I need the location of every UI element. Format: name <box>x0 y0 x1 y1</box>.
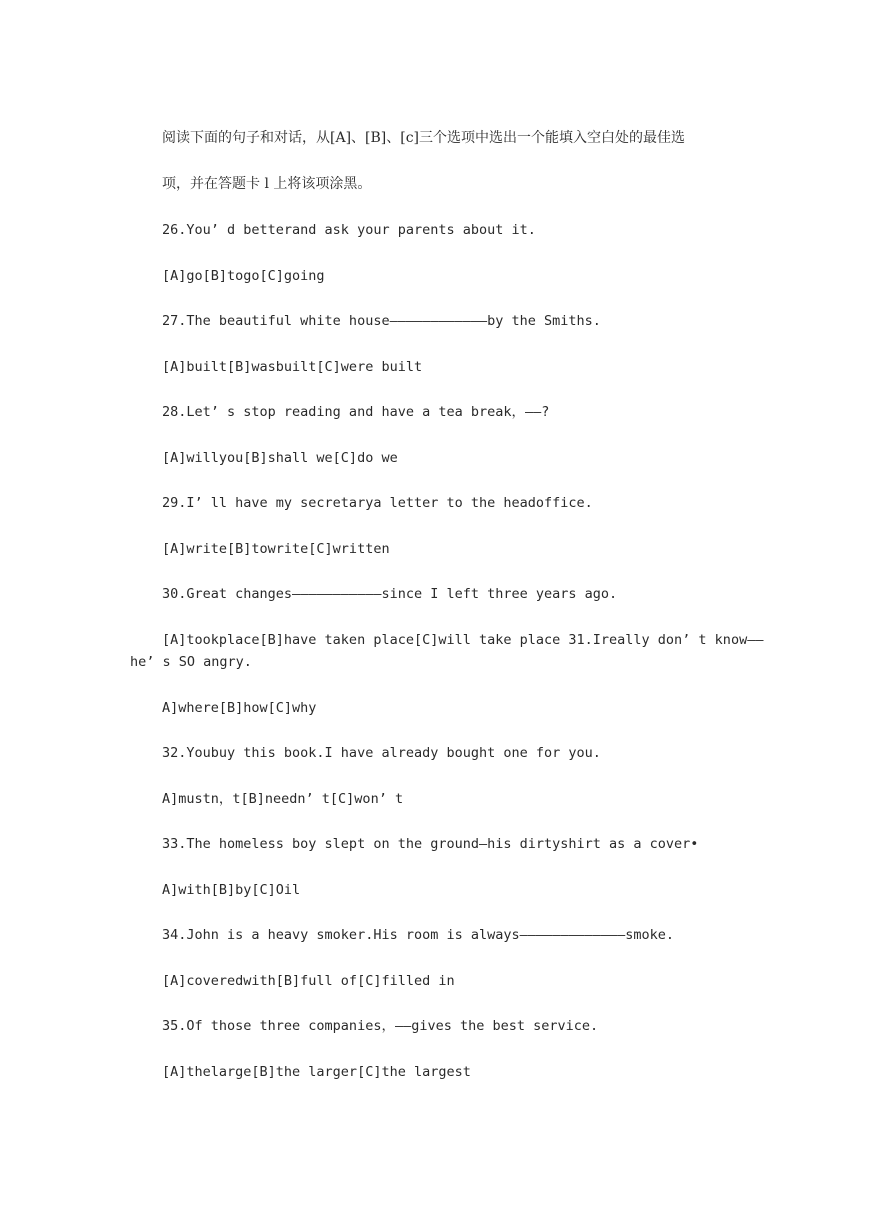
question-34-stem: 34.John is a heavy smoker.His room is always—————————————smoke. <box>162 927 675 943</box>
question-34-options: [A]coveredwith[B]full of[C]filled in <box>162 973 455 989</box>
question-26-options: [A]go[B]togo[C]going <box>162 268 325 284</box>
question-33-stem: 33.The homeless boy slept on the ground—his dirtyshirt as a cover• <box>162 836 699 852</box>
question-35-stem: 35.Of those three companies，——gives the best service. <box>162 1018 599 1034</box>
question-28-stem: 28.Let’ s stop reading and have a tea break，——? <box>162 404 550 420</box>
question-35-options: [A]thelarge[B]the larger[C]the largest <box>162 1064 471 1080</box>
question-31-options: A]where[B]how[C]why <box>162 700 317 716</box>
question-32-options: A]mustn，t[B]needn’ t[C]won’ t <box>162 791 404 807</box>
question-29-stem: 29.I’ ll have my secretarya letter to the headoffice. <box>162 495 593 511</box>
question-26-stem: 26.You’ d betterand ask your parents about it. <box>162 222 536 238</box>
question-27-stem: 27.The beautiful white house————————————by the Smiths. <box>162 313 601 329</box>
question-30-stem: 30.Great changes———————————since I left three years ago. <box>162 586 618 602</box>
question-32-stem: 32.Youbuy this book.I have already bought one for you. <box>162 745 601 761</box>
question-33-options: A]with[B]by[C]Oil <box>162 882 301 898</box>
question-31-stem-continuation: he’ s SO angry. <box>130 654 252 670</box>
question-29-options: [A]write[B]towrite[C]written <box>162 541 390 557</box>
question-30-options-and-31-stem: [A]tookplace[B]have taken place[C]will take place 31.Ireally don’ t know—— <box>162 632 764 648</box>
question-27-options: [A]built[B]wasbuilt[C]were built <box>162 359 423 375</box>
instruction-line-1: 阅读下面的句子和对话，从[A]、[B]、[c]三个选项中选出一个能填入空白处的最佳选 <box>162 130 686 146</box>
question-28-options: [A]willyou[B]shall we[C]do we <box>162 450 398 466</box>
instruction-line-2: 项，并在答题卡 l 上将该项涂黑。 <box>162 176 372 192</box>
